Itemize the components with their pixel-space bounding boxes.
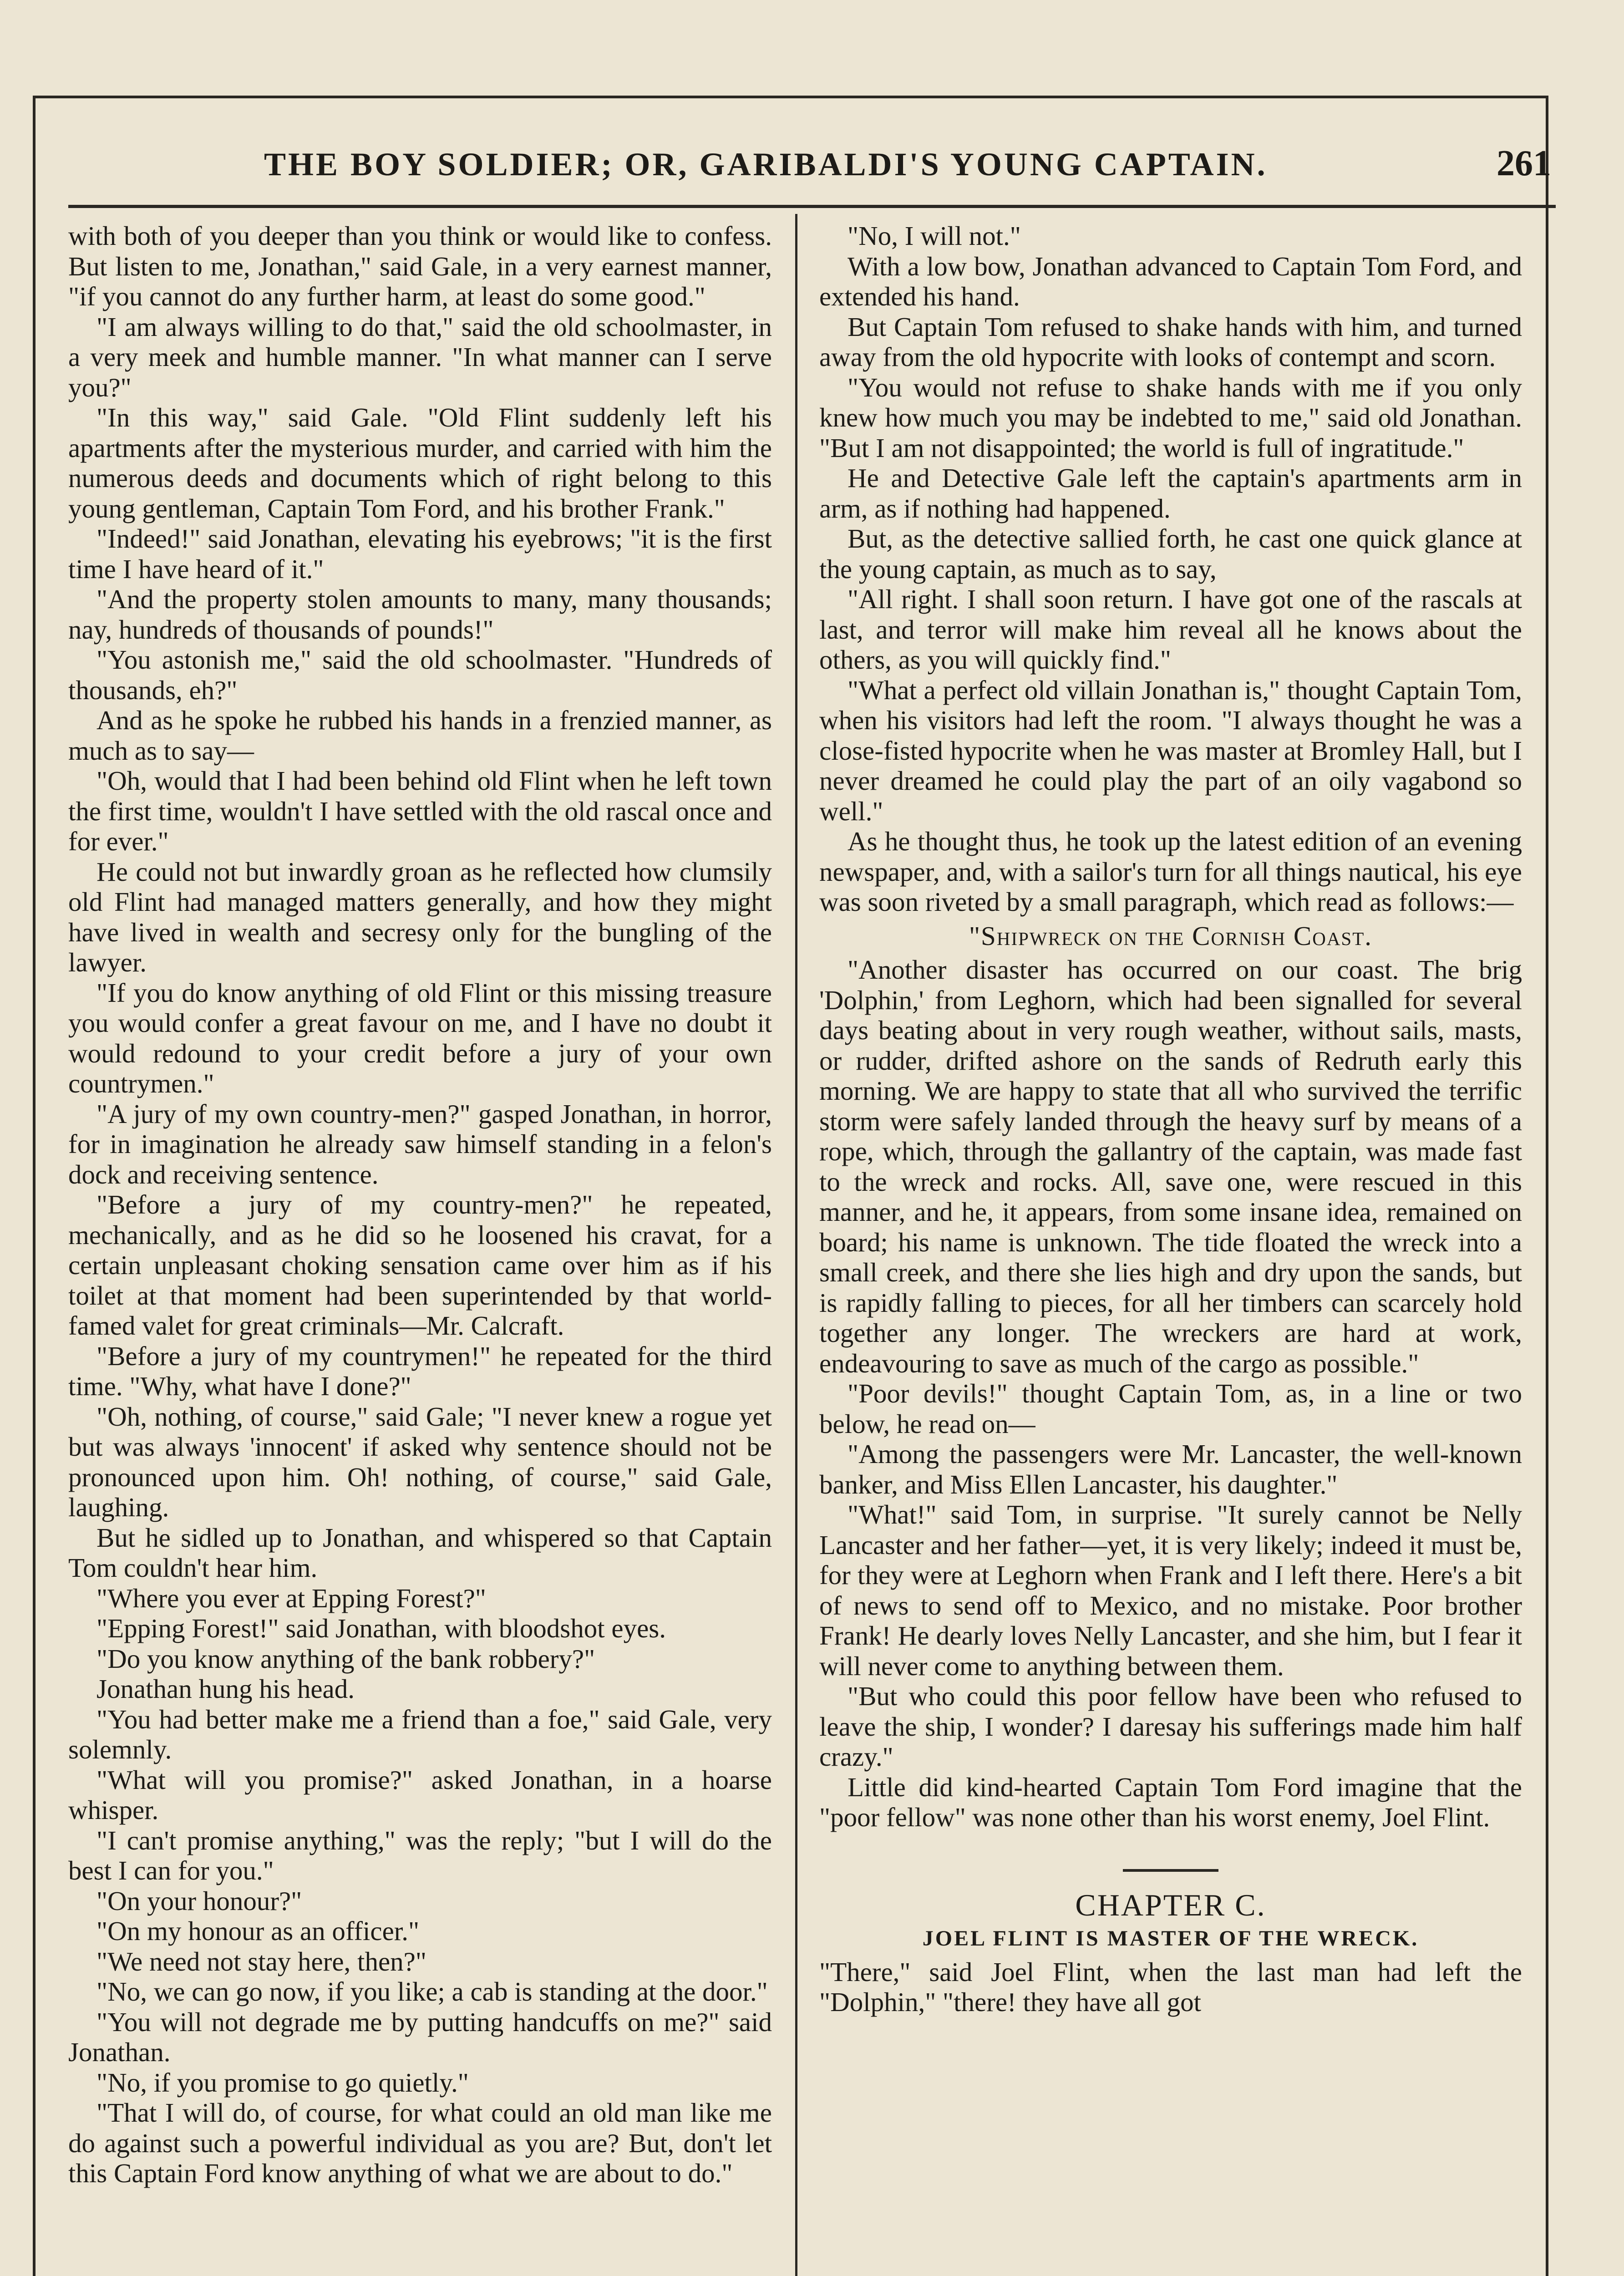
paragraph: Jonathan hung his head.	[96, 1674, 355, 1704]
paragraph: "In this way," said Gale. "Old Flint suddenly left his apartments after the mysterious murder, and carried with him the numerous deeds and documents which of right belong to this young gentleman, Captain Tom Ford, and his brother Frank."	[68, 402, 772, 523]
paragraph: "And the property stolen amounts to many, many thousands; nay, hundreds of thousands of pounds!"	[68, 584, 772, 645]
left-column	[68, 221, 772, 2276]
news-heading: "Shipwreck on the Cornish Coast.	[969, 920, 1373, 951]
paragraph: "Among the passengers were Mr. Lancaster, the well-known banker, and Miss Ellen Lancaster, his daughter."	[819, 1439, 1522, 1499]
paragraph: "I am always willing to do that," said the old schoolmaster, in a very meek and humble manner. "In what manner can I serve you?"	[68, 311, 772, 402]
chapter-separator	[1123, 1869, 1218, 1872]
running-title: THE BOY SOLDIER; OR, GARIBALDI'S YOUNG CAPTAIN.	[264, 146, 1268, 183]
paragraph: "Epping Forest!" said Jonathan, with bloodshot eyes.	[96, 1613, 666, 1643]
paragraph: "Indeed!" said Jonathan, elevating his eyebrows; "it is the first time I have heard of it."	[68, 523, 772, 584]
paragraph: "All right. I shall soon return. I have got one of the rascals at last, and terror will make him reveal all he knows about the others, as you will quickly find."	[819, 584, 1522, 675]
paragraph: "What will you promise?" asked Jonathan, in a hoarse whisper.	[68, 1764, 772, 1825]
paragraph: "We need not stay here, then?"	[96, 1946, 426, 1976]
page-number: 261	[1497, 143, 1551, 183]
paragraph: But Captain Tom refused to shake hands with him, and turned away from the old hypocrite with looks of contempt and scorn.	[819, 311, 1522, 372]
paragraph: "No, I will not."	[848, 221, 1021, 251]
right-column	[819, 221, 1522, 2276]
chapter-subtitle: JOEL FLINT IS MASTER OF THE WRECK.	[922, 1926, 1419, 1951]
paragraph: "Another disaster has occurred on our coast. The brig 'Dolphin,' from Leghorn, which had been signalled for several days beating about in very rough weather, without sails, masts, or rudder, drifted ashore on the sands of Redruth early this morning. We are happy to state that all who survived the terrific storm were safely landed through the heavy surf by means of a rope, which, through the gallantry of the captain, was made fast to the wreck and rocks. All, save one, were rescued in this manner, and he, it appears, from some insane idea, remained on board; his name is unknown. The tide floated the wreck into a small creek, and there she lies high and dry upon the sands, but is rapidly falling to pieces, for all her timbers can scarcely hold together any longer. The wreckers are hard at work, endeavouring to save as much of the cargo as possible."	[819, 955, 1522, 1378]
paragraph: "A jury of my own country-men?" gasped Jonathan, in horror, for in imagination he already saw himself standing in a felon's dock and receiving sentence.	[68, 1098, 772, 1189]
paragraph: "You will not degrade me by putting handcuffs on me?" said Jonathan.	[68, 2007, 772, 2067]
paragraph: with both of you deeper than you think or would like to confess. But listen to me, Jonathan," said Gale, in a very earnest manner, "if you cannot do any further harm, at least do some good."	[68, 221, 772, 311]
paragraph: "Where you ever at Epping Forest?"	[96, 1583, 486, 1613]
paragraph: "What!" said Tom, in surprise. "It surely cannot be Nelly Lancaster and her father—yet, it is very likely; indeed it must be, for they were at Leghorn when Frank and I left there. Here's a bit of news to send off to Mexico, and no mistake. Poor brother Frank! He dearly loves Nelly Lancaster, and she him, but I fear it will never come to anything between them.	[819, 1499, 1522, 1681]
paragraph: "Oh, nothing, of course," said Gale; "I never knew a rogue yet but was always 'innocent' if asked why sentence should not be pronounced upon him. Oh! nothing, of course," said Gale, laughing.	[68, 1401, 772, 1522]
paragraph: As he thought thus, he took up the latest edition of an evening newspaper, and, with a sailor's turn for all things nautical, his eye was soon riveted by a small paragraph, which read as follows:—	[819, 826, 1522, 917]
paragraph: "What a perfect old villain Jonathan is," thought Captain Tom, when his visitors had left the room. "I always thought he was a close-fisted hypocrite when he was master at Bromley Hall, but I never dreamed he could play the part of an oily vagabond so well."	[819, 675, 1522, 826]
chapter-opening: "There," said Joel Flint, when the last man had left the "Dolphin," "there! they have all got	[819, 1956, 1522, 2017]
paragraph: "Do you know anything of the bank robbery?"	[96, 1643, 595, 1674]
paragraph: But he sidled up to Jonathan, and whispered so that Captain Tom couldn't hear him.	[68, 1522, 772, 1583]
paragraph: "On my honour as an officer."	[96, 1916, 420, 1946]
column-divider	[795, 214, 797, 2276]
paragraph: "You astonish me," said the old schoolmaster. "Hundreds of thousands, eh?"	[68, 645, 772, 705]
paragraph: "Before a jury of my countrymen!" he repeated for the third time. "Why, what have I done?"	[68, 1341, 772, 1401]
paragraph: He and Detective Gale left the captain's apartments arm in arm, as if nothing had happened.	[819, 463, 1522, 523]
paragraph: He could not but inwardly groan as he reflected how clumsily old Flint had managed matters generally, and how they might have lived in wealth and secresy only for the bungling of the lawyer.	[68, 856, 772, 977]
paragraph: With a low bow, Jonathan advanced to Captain Tom Ford, and extended his hand.	[819, 251, 1522, 311]
paragraph: "On your honour?"	[96, 1885, 302, 1916]
paragraph: "No, we can go now, if you like; a cab is standing at the door."	[96, 1976, 768, 2007]
paragraph: But, as the detective sallied forth, he cast one quick glance at the young captain, as much as to say,	[819, 523, 1522, 584]
paragraph: "Oh, would that I had been behind old Flint when he left town the first time, wouldn't I have settled with the old rascal once and for ever."	[68, 766, 772, 856]
paragraph: "But who could this poor fellow have been who refused to leave the ship, I wonder? I daresay his sufferings made him half crazy."	[819, 1681, 1522, 1772]
paragraph: "I can't promise anything," was the reply; "but I will do the best I can for you."	[68, 1825, 772, 1885]
paragraph: And as he spoke he rubbed his hands in a frenzied manner, as much as to say—	[68, 705, 772, 766]
paragraph: "Poor devils!" thought Captain Tom, as, in a line or two below, he read on—	[819, 1378, 1522, 1439]
paragraph: "Before a jury of my country-men?" he repeated, mechanically, and as he did so he loosened his cravat, for a certain unpleasant choking sensation came over him as if his toilet at that moment had been superintended by that world-famed valet for great criminals—Mr. Calcraft.	[68, 1189, 772, 1341]
chapter-title: CHAPTER C.	[1075, 1887, 1266, 1922]
paragraph: "If you do know anything of old Flint or this missing treasure you would confer a great favour on me, and I have no doubt it would redound to your credit before a jury of your own countrymen."	[68, 977, 772, 1098]
paragraph: "No, if you promise to go quietly."	[96, 2067, 469, 2098]
paragraph: Little did kind-hearted Captain Tom Ford imagine that the "poor fellow" was none other than his worst enemy, Joel Flint.	[819, 1772, 1522, 1832]
paragraph: "You would not refuse to shake hands with me if you only knew how much you may be indebted to me," said old Jonathan. "But I am not disappointed; the world is full of ingratitude."	[819, 372, 1522, 463]
paragraph: "That I will do, of course, for what could an old man like me do against such a powerful individual as you are? But, don't let this Captain Ford know anything of what we are about to do."	[68, 2098, 772, 2188]
paragraph: "You had better make me a friend than a foe," said Gale, very solemnly.	[68, 1704, 772, 1764]
page-header	[68, 137, 1556, 208]
